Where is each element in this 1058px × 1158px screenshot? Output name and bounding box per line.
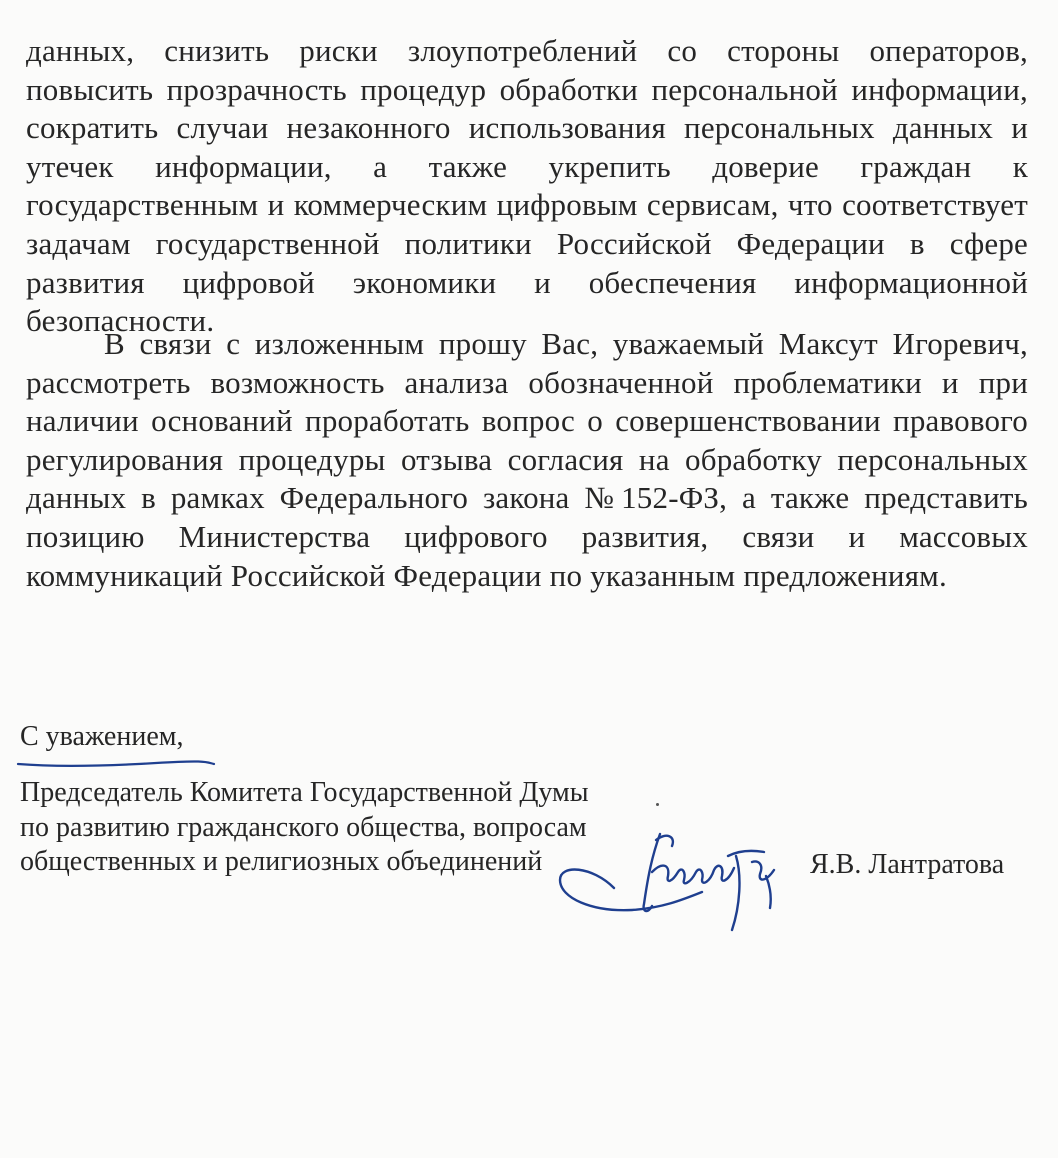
paragraph-request: В связи с изложенным прошу Вас, уважаемый Максут Игоревич, рассмотреть возможность анализа обозначенной проблематики и при наличии оснований проработать вопрос о совершенствовании правового регулирования процедуры отзыва согласия на обработку персональных данных в рамках Федерального закона №152-ФЗ, а также представить позицию Министерства цифрового развития, связи и массовых коммуникаций Российской Федерации по указанным предложениям. (26, 326, 1028, 593)
closing-salutation: С уважением, (20, 721, 184, 752)
position-line-1: Председатель Комитета Государственной Думы (20, 777, 589, 808)
signer-name: Я.В. Лантратова (810, 849, 1005, 880)
scan-speck (656, 803, 659, 806)
paragraph-continuation: данных, снизить риски злоупотреблений со стороны операторов, повысить прозрачность процедур обработки персональной информации, сократить случаи незаконного использования персональных данных и утечек информации, а также укрепить доверие граждан к государственным и коммерческим цифровым сервисам, что соответствует задачам государственной политики Российской Федерации в сфере развития цифровой экономики и обеспечения информационной безопасности. (26, 33, 1028, 339)
signer-position (20, 776, 589, 880)
position-line-3: общественных и религиозных объединений (20, 846, 543, 877)
position-line-2: по развитию гражданского общества, вопросам (20, 811, 587, 843)
closing-underline-stroke (16, 752, 216, 772)
handwritten-signature (552, 826, 802, 936)
